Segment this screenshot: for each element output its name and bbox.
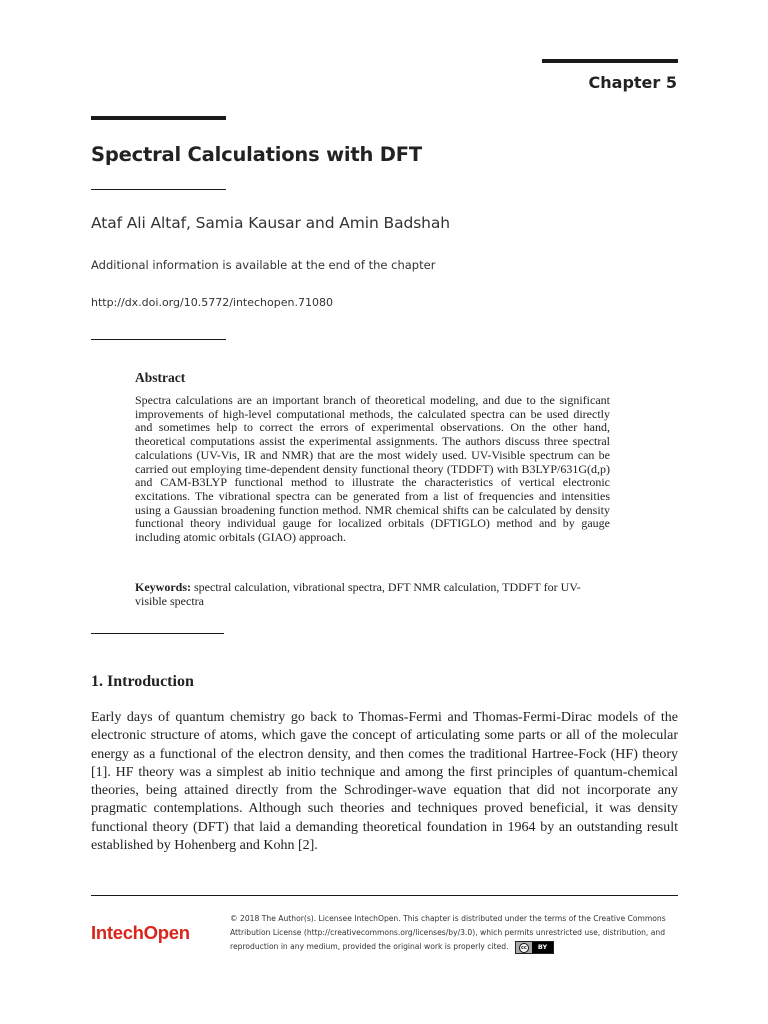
chapter-title: Spectral Calculations with DFT bbox=[91, 143, 422, 166]
footer-rule bbox=[91, 895, 678, 896]
header-rule-right bbox=[542, 59, 678, 63]
keywords bbox=[135, 580, 610, 608]
header-rule-left bbox=[91, 116, 226, 120]
cc-by-badge[interactable] bbox=[515, 941, 554, 954]
cc-circle-icon: cc bbox=[519, 943, 529, 953]
additional-info: Additional information is available at the end of the chapter bbox=[91, 258, 436, 272]
abstract-body: Spectra calculations are an important branch of theoretical modeling, and due to the significant improvements of high-level computational methods, the calculated spectra can be used directly and sometimes help to correct the errors of experimental observations. On the other hand, theoretical computations assist the experimental assignments. The authors discuss three spectral calculations (UV-Vis, IR and NMR) that are the most widely used. UV-Visible spectrum can be carried out employing time-dependent density functional theory (TDDFT) with B3LYP/631G(d,p) and CAM-B3LYP functional method to illustrate the characteristics of vertical electronic excitations. The vibrational spectra can be generated from a list of frequencies and intensities using a Gaussian broadening function method. NMR chemical shifts can be calculated by density functional theory individual gauge for localized orbitals (DFTIGLO) method and by gauge including atomic orbitals (GIAO) approach. bbox=[135, 393, 610, 545]
license-notice bbox=[230, 912, 682, 954]
cc-logo-icon bbox=[516, 942, 532, 953]
keywords-list: spectral calculation, vibrational spectra, DFT NMR calculation, TDDFT for UV-visible spectra bbox=[135, 580, 581, 608]
author-list: Ataf Ali Altaf, Samia Kausar and Amin Badshah bbox=[91, 214, 451, 232]
by-label: BY bbox=[532, 942, 553, 953]
abstract-heading: Abstract bbox=[135, 370, 186, 385]
license-text: © 2018 The Author(s). Licensee IntechOpen. This chapter is distributed under the terms of the Creative Commons Attribution License (http://creativecommons.org/licenses/by/3.0), which permits unrestricted use, distribution, and reproduction in any medium, provided the original work is properly cited. bbox=[230, 914, 666, 951]
doi-link[interactable]: http://dx.doi.org/10.5772/intechopen.71080 bbox=[91, 296, 333, 309]
section-heading-introduction: 1. Introduction bbox=[91, 673, 194, 690]
introduction-paragraph: Early days of quantum chemistry go back to Thomas-Fermi and Thomas-Fermi-Dirac models of the electronic structure of atoms, which gave the concept of articulating some parts or all of the molecular energy as a functional of the electron density, and then comes the traditional Hartree-Fock (HF) theory [1]. HF theory was a simplest ab initio technique and among the first principles of quantum-chemical theories, being attained directly from the Schrodinger-wave equation that did not incorporate any pragmatic contemplations. Although such theories and techniques proved beneficial, it was density functional theory (DFT) that laid a demanding theoretical foundation in 1964 by an outstanding result established by Hohenberg and Kohn [2]. bbox=[91, 710, 678, 854]
doi-underline bbox=[91, 339, 226, 340]
keywords-label: Keywords: bbox=[135, 580, 191, 594]
intechopen-logo: IntechOpen bbox=[91, 922, 190, 943]
chapter-label: Chapter 5 bbox=[588, 73, 677, 92]
abstract-underline bbox=[91, 633, 224, 634]
title-underline bbox=[91, 189, 226, 190]
